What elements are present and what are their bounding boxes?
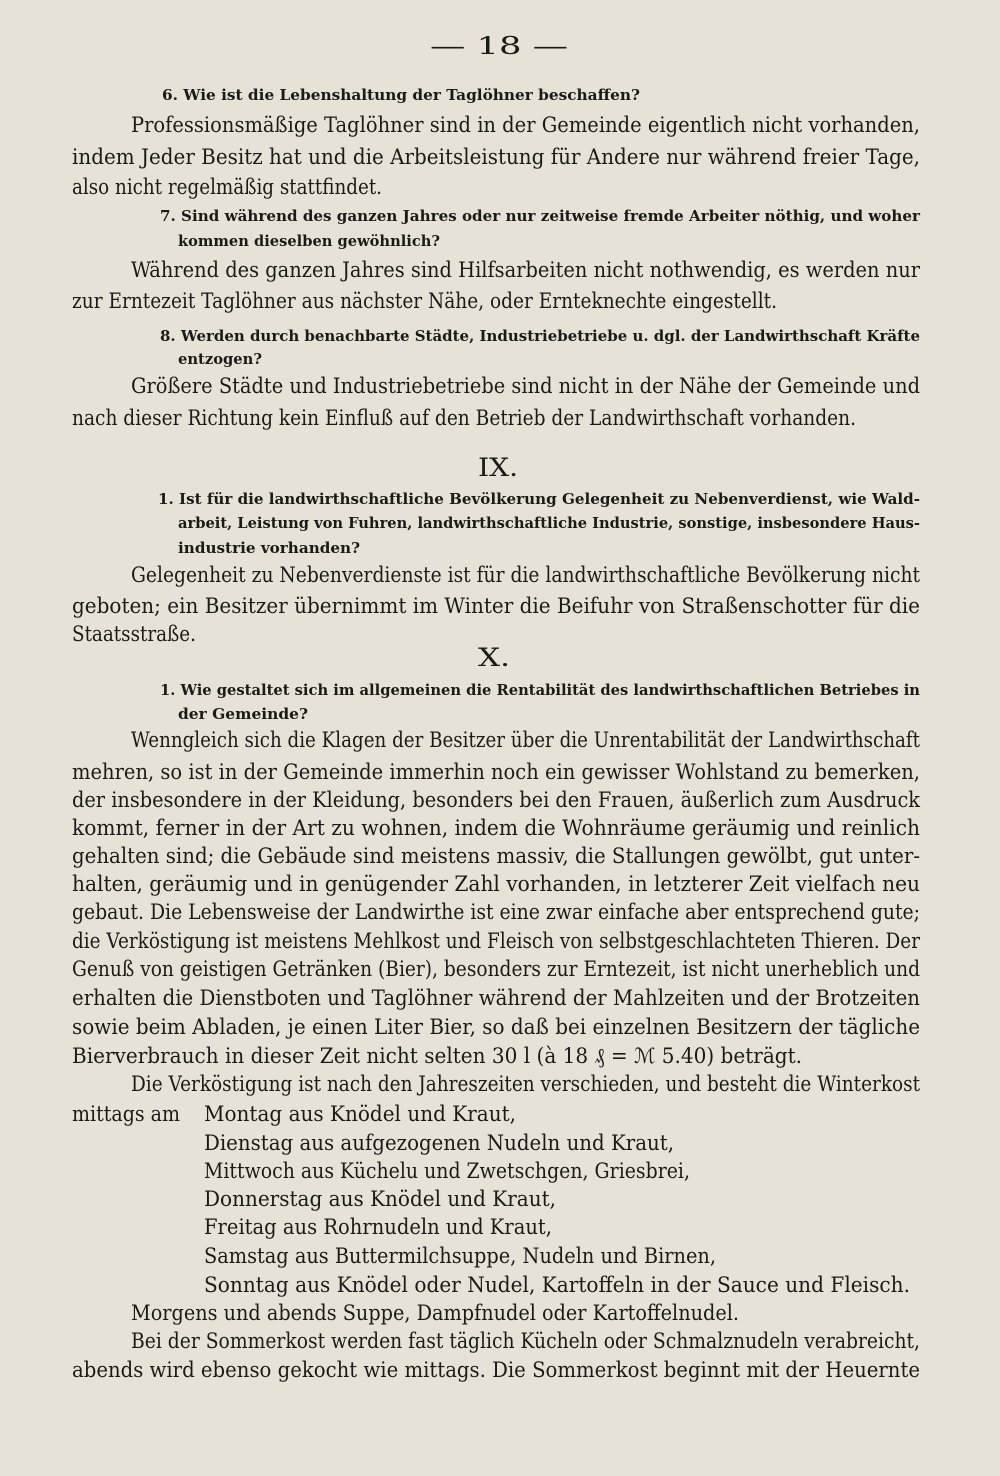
question-line: 8. Werden durch benachbarte Städte, Industriebetriebe u. dgl. der Landwirthschaft Kräfte — [160, 327, 920, 345]
menu-line: Dienstag aus aufgezogenen Nudeln und Kraut, — [204, 1131, 674, 1155]
text-line: die Verköstigung ist meistens Mehlkost und Fleisch von selbstgeschlachteten Thieren. Der — [72, 929, 920, 953]
text-line: Staatsstraße. — [72, 622, 196, 646]
text-line: Wenngleich sich die Klagen der Besitzer über die Unrentabilität der Landwirthschaft — [131, 728, 920, 752]
page-number: — 18 — — [430, 32, 568, 60]
menu-line: Mittwoch aus Küchelu und Zwetschgen, Griesbrei, — [204, 1159, 690, 1183]
question-line: kommen dieselben gewöhnlich? — [178, 232, 440, 250]
menu-line: Donnerstag aus Knödel und Kraut, — [204, 1187, 556, 1211]
section-heading: X. — [478, 643, 510, 672]
text-line: Professionsmäßige Taglöhner sind in der Gemeinde eigentlich nicht vorhanden, — [131, 113, 920, 137]
text-line: gehalten sind; die Gebäude sind meistens massiv, die Stallungen gewölbt, gut unter- — [72, 844, 920, 868]
question-line: entzogen? — [178, 350, 262, 368]
text-line: mehren, so ist in der Gemeinde immerhin noch ein gewisser Wohlstand zu bemerken, — [72, 760, 920, 784]
text-line: Die Verköstigung ist nach den Jahreszeiten verschieden, und besteht die Winterkost — [131, 1072, 920, 1096]
text-line: abends wird ebenso gekocht wie mittags. Die Sommerkost beginnt mit der Heuernte — [72, 1358, 920, 1382]
text-line: also nicht regelmäßig stattfindet. — [72, 175, 382, 199]
text-line: mittags am — [72, 1102, 180, 1126]
text-line: nach dieser Richtung kein Einfluß auf den Betrieb der Landwirthschaft vorhanden. — [72, 406, 856, 430]
text-line: erhalten die Dienstboten und Taglöhner während der Mahlzeiten und der Brotzeiten — [72, 986, 920, 1010]
text-line: Genuß von geistigen Getränken (Bier), besonders zur Erntezeit, ist nicht unerheblich und — [72, 957, 920, 981]
menu-line: Sonntag aus Knödel oder Nudel, Kartoffeln in der Sauce und Fleisch. — [204, 1273, 910, 1297]
question-line: 1. Wie gestaltet sich im allgemeinen die Rentabilität des landwirthschaftlichen Betriebes in — [160, 681, 920, 699]
text-line: der insbesondere in der Kleidung, besonders bei den Frauen, äußerlich zum Ausdruck — [72, 788, 920, 812]
question-line: 1. Ist für die landwirthschaftliche Bevölkerung Gelegenheit zu Nebenverdienst, wie Wald- — [158, 490, 920, 508]
question-line: 7. Sind während des ganzen Jahres oder nur zeitweise fremde Arbeiter nöthig, und woher — [160, 207, 920, 225]
text-line: indem Jeder Besitz hat und die Arbeitsleistung für Andere nur während freier Tage, — [72, 145, 920, 169]
question-line: 6. Wie ist die Lebenshaltung der Taglöhner beschaffen? — [162, 86, 640, 104]
text-line: Bei der Sommerkost werden fast täglich Kücheln oder Schmalznudeln verabreicht, — [131, 1329, 920, 1353]
text-line: Größere Städte und Industriebetriebe sind nicht in der Nähe der Gemeinde und — [131, 374, 920, 398]
text-line: zur Erntezeit Taglöhner aus nächster Nähe, oder Ernteknechte eingestellt. — [72, 289, 777, 313]
menu-line: Montag aus Knödel und Kraut, — [204, 1102, 516, 1126]
question-line: der Gemeinde? — [178, 705, 308, 723]
question-line: arbeit, Leistung von Fuhren, landwirthschaftliche Industrie, sonstige, insbesondere Haus- — [178, 514, 920, 532]
text-line: Bierverbrauch in dieser Zeit nicht selten 30 l (à 18 ₰ = ℳ 5.40) beträgt. — [72, 1044, 802, 1068]
menu-line: Samstag aus Buttermilchsuppe, Nudeln und Birnen, — [204, 1244, 716, 1268]
question-line: industrie vorhanden? — [178, 539, 360, 557]
text-line: geboten; ein Besitzer übernimmt im Winter die Beifuhr von Straßenschotter für die — [72, 594, 920, 618]
text-line: Gelegenheit zu Nebenverdienste ist für die landwirthschaftliche Bevölkerung nicht — [131, 563, 920, 587]
text-line: kommt, ferner in der Art zu wohnen, indem die Wohnräume geräumig und reinlich — [72, 816, 920, 840]
text-line: sowie beim Abladen, je einen Liter Bier, so daß bei einzelnen Besitzern der tägliche — [72, 1015, 920, 1039]
menu-line: Freitag aus Rohrnudeln und Kraut, — [204, 1215, 552, 1239]
text-line: gebaut. Die Lebensweise der Landwirthe ist eine zwar einfache aber entsprechend gute; — [72, 900, 920, 924]
text-line: halten, geräumig und in genügender Zahl vorhanden, in letzterer Zeit vielfach neu — [72, 872, 920, 896]
text-line: Während des ganzen Jahres sind Hilfsarbeiten nicht nothwendig, es werden nur — [131, 258, 920, 282]
text-line: Morgens und abends Suppe, Dampfnudel oder Kartoffelnudel. — [131, 1301, 739, 1325]
section-heading: IX. — [478, 453, 518, 482]
